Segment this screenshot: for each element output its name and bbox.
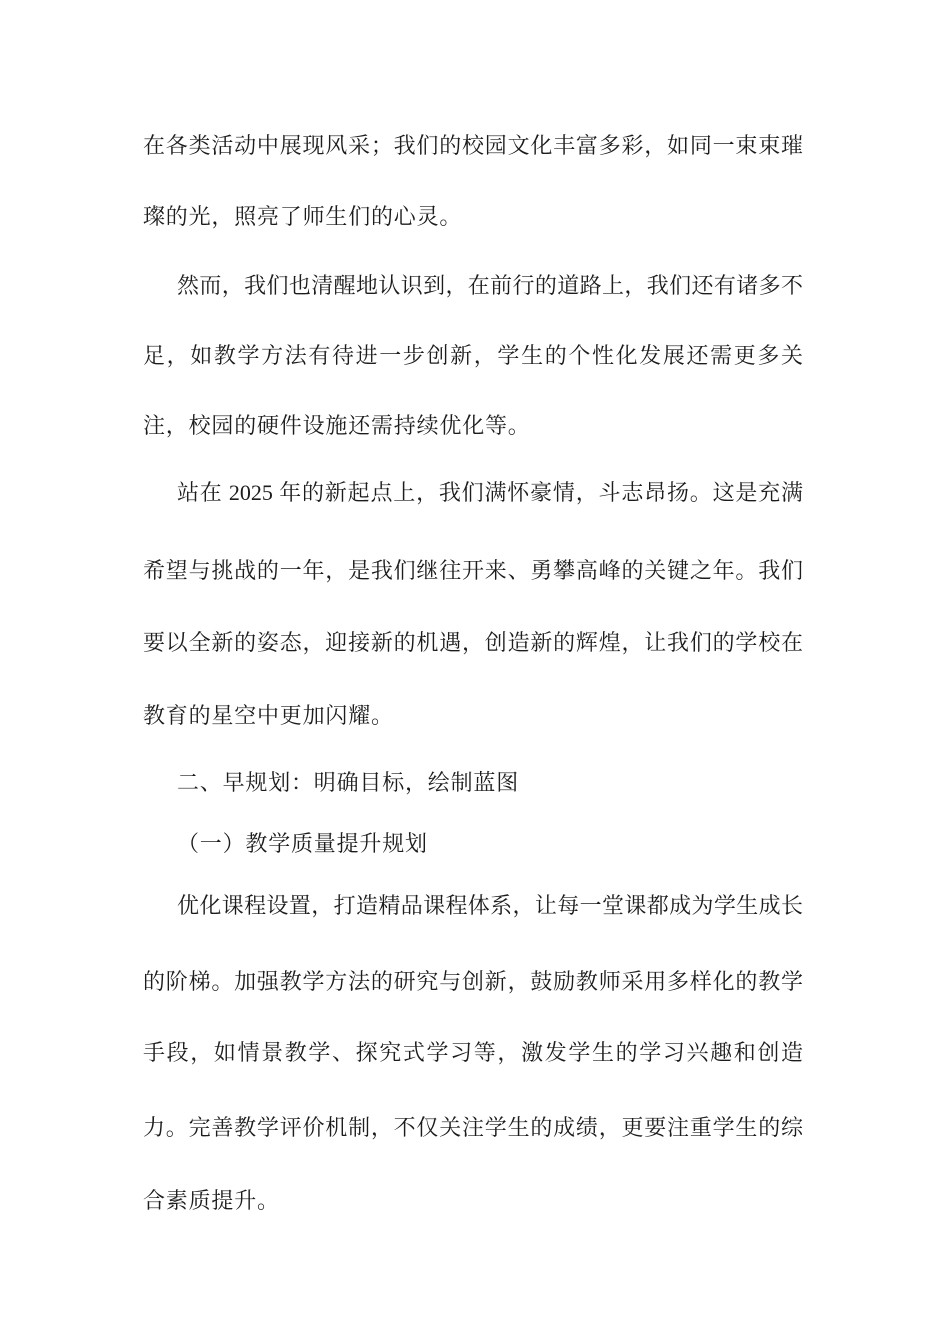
doc-line: 教育的星空中更加闪耀。 [143,703,394,728]
doc-line: 璨的光，照亮了师生们的心灵。 [143,204,463,229]
section-heading: 二、早规划：明确目标，绘制蓝图 [177,770,520,795]
doc-line: 优化课程设置，打造精品课程体系，让每一堂课都成为学生成长 [177,893,803,918]
doc-line: 力。完善教学评价机制，不仅关注学生的成绩，更要注重学生的综 [143,1115,803,1140]
doc-line: 在各类活动中展现风采；我们的校园文化丰富多彩，如同一束束璀 [143,133,803,158]
sub-heading: （一）教学质量提升规划 [177,831,428,856]
doc-line: 手段，如情景教学、探究式学习等，激发学生的学习兴趣和创造 [143,1040,803,1065]
doc-line: 合素质提升。 [143,1188,280,1213]
doc-line: 要以全新的姿态，迎接新的机遇，创造新的辉煌，让我们的学校在 [143,630,803,655]
doc-line: 的阶梯。加强教学方法的研究与创新，鼓励教师采用多样化的教学 [143,969,803,994]
doc-line: 注，校园的硬件设施还需持续优化等。 [143,413,531,438]
doc-line: 然而，我们也清醒地认识到，在前行的道路上，我们还有诸多不 [177,273,803,298]
doc-line: 足，如教学方法有待进一步创新，学生的个性化发展还需更多关 [143,343,803,368]
doc-line: 希望与挑战的一年，是我们继往开来、勇攀高峰的关键之年。我们 [143,558,803,583]
doc-line: 站在 2025 年的新起点上，我们满怀豪情，斗志昂扬。这是充满 [177,480,803,505]
